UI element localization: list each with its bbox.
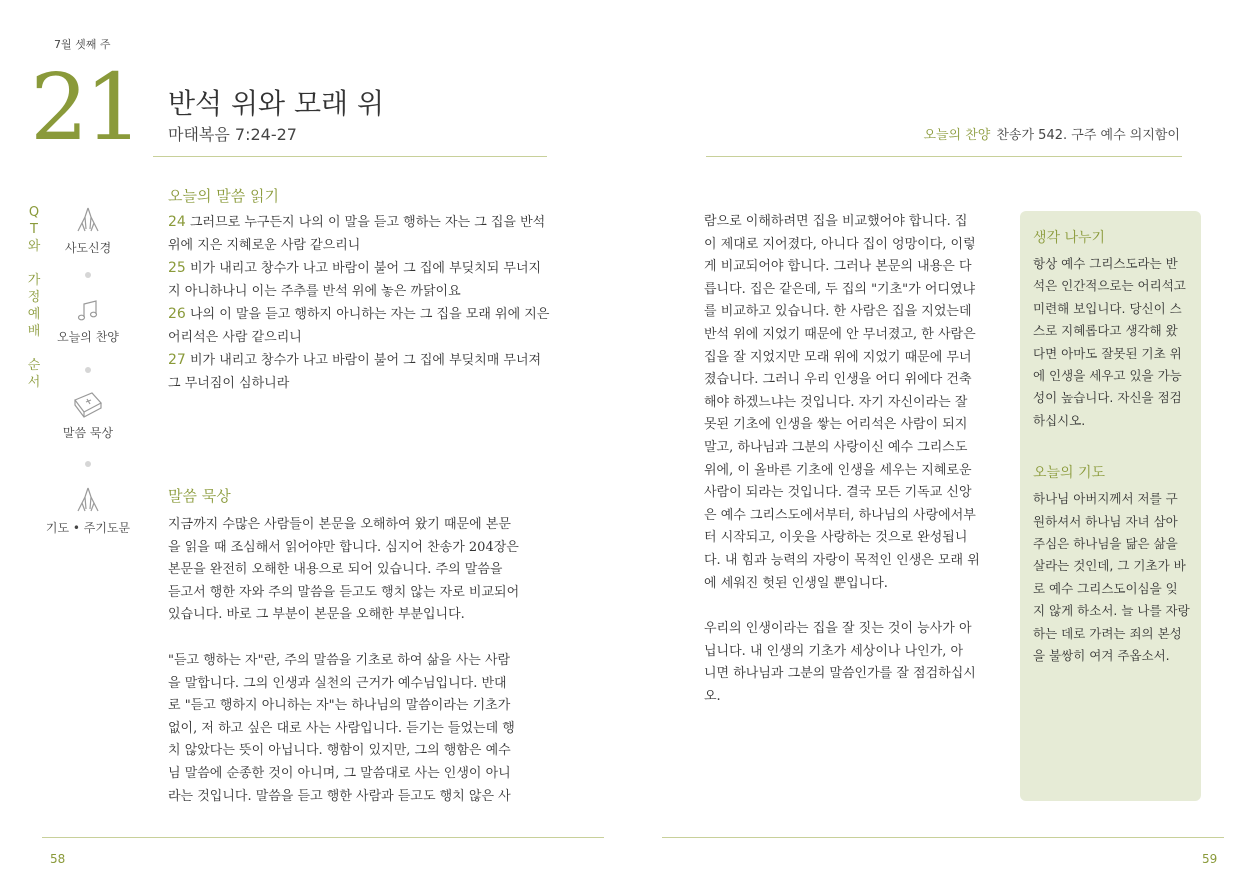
nav-separator-dot	[85, 461, 91, 467]
page-number-left: 58	[50, 852, 66, 866]
text-line: 을 읽을 때 조심해서 읽어야만 합니다. 심지어 찬송가 204장은	[168, 539, 519, 555]
prayer-text	[1033, 488, 1191, 667]
verse-number: 26	[168, 306, 186, 322]
nav-separator-dot	[85, 272, 91, 278]
text-line: 람으로 이해하려면 집을 비교했어야 합니다. 집	[704, 214, 968, 229]
sidebar-item-label: 사도신경	[64, 241, 112, 255]
text-line: 릅니다. 집은 같은데, 두 집의 "기초"가 어디였냐	[704, 281, 976, 297]
text-line: 위에, 이 올바른 기초에 인생을 세우는 지혜로운	[704, 462, 972, 478]
text-line: 지금까지 수많은 사람들이 본문을 오해하여 왔기 때문에 본문	[168, 517, 511, 532]
text-line: 하십시오.	[1033, 412, 1086, 428]
text-line: 게 비교되어야 합니다. 그러나 본문의 내용은 다	[704, 259, 972, 275]
text-line: 오.	[704, 688, 721, 704]
text-line: 석은 인간적으로는 어리석고	[1033, 278, 1186, 294]
text-line: 사람이 되라는 것입니다. 결국 모든 기독교 신앙	[704, 485, 972, 501]
meditation-heading: 말씀 묵상	[168, 487, 231, 505]
text-line: 집을 잘 지었지만 모래 위에 지었기 때문에 무너	[704, 349, 972, 365]
vertical-order-label: Q T 와 가 정 예 배 순 서	[27, 205, 41, 390]
sidebar-item-prayer[interactable]	[38, 485, 138, 536]
footer-divider-right	[662, 837, 1224, 838]
praying-hands-icon	[73, 205, 103, 235]
prayer-heading: 오늘의 기도	[1033, 465, 1106, 482]
text-line: 말고, 하나님과 그분의 사랑이신 예수 그리스도	[704, 439, 968, 455]
text-line: 다면 아마도 잘못된 기초 위	[1033, 345, 1182, 361]
text-line: 이 제대로 지어졌다, 아니다 집이 엉망이다, 이렇	[704, 236, 976, 252]
share-text	[1033, 253, 1191, 432]
sidebar-item-hymn[interactable]	[38, 298, 138, 345]
text-line: 살라는 것인데, 그 기초가 바	[1033, 558, 1186, 574]
text-line: 스로 지혜롭다고 생각해 왔	[1033, 323, 1178, 339]
verse-text: 비가 내리고 창수가 나고 바람이 불어 그 집에 부딪치되 무너지지 아니하나니 이는 주추를 반석 위에 놓은 까닭이요	[168, 261, 542, 299]
text-line: 없이, 저 하고 싶은 대로 사는 사람입니다. 듣기는 들었는데 행	[168, 720, 515, 736]
text-line: 은 예수 그리스도에서부터, 하나님의 사랑에서부	[704, 507, 976, 523]
verse	[168, 211, 553, 257]
text-line: 하나님 아버지께서 저를 구	[1033, 491, 1178, 507]
reading-heading: 오늘의 말씀 읽기	[168, 187, 279, 205]
text-line: 주심은 하나님을 닮은 삶을	[1033, 536, 1178, 552]
page-number-right: 59	[1202, 852, 1218, 866]
sidebar-item-label: 말씀 묵상	[62, 426, 114, 440]
sidebar-item-label: 오늘의 찬양	[57, 330, 119, 344]
verse	[168, 303, 553, 349]
text-line: 로 "듣고 행하지 아니하는 자"는 하나님의 말씀이라는 기초가	[168, 698, 511, 714]
meditation-paragraph-2	[168, 650, 515, 808]
text-line: 미련해 보입니다. 당신이 스	[1033, 300, 1182, 316]
text-line: 있습니다. 바로 그 부분이 본문을 오해한 부분입니다.	[168, 607, 465, 623]
text-line: 해야 하겠느냐는 것입니다. 자기 자신이라는 잘	[704, 394, 968, 410]
text-line: 졌습니다. 그러니 우리 인생을 어디 위에다 건축	[704, 372, 972, 388]
footer-divider-left	[42, 837, 604, 838]
verse	[168, 257, 553, 303]
scripture-reference: 마태복음 7:24-27	[168, 125, 297, 144]
text-line: 치 않았다는 뜻이 아닙니다. 행함이 있지만, 그의 행함은 예수	[168, 743, 511, 759]
sidebar-item-label: 기도 • 주기도문	[45, 521, 131, 535]
verse-text: 비가 내리고 창수가 나고 바람이 불어 그 집에 부딪치매 무너져 그 무너짐이 심하니라	[168, 353, 542, 391]
text-line: 못된 기초에 인생을 쌓는 어리석은 사람이 되지	[704, 417, 968, 433]
nav-separator-dot	[85, 367, 91, 373]
meditation-paragraph-4	[704, 618, 976, 708]
share-heading: 생각 나누기	[1033, 230, 1106, 246]
verse-text: 나의 이 말을 듣고 행하지 아니하는 자는 그 집을 모래 위에 지은 어리석은 사람 같으리니	[168, 307, 550, 345]
text-line: 에 인생을 세우고 있을 가능	[1033, 368, 1182, 384]
verse-number: 24	[168, 214, 186, 230]
text-line: 니면 하나님과 그분의 말씀인가를 잘 점검하십시	[704, 666, 976, 682]
todays-hymn	[923, 124, 1180, 143]
meditation-paragraph-3	[704, 211, 980, 595]
bible-icon	[72, 390, 104, 420]
week-label: 7월 셋째 주	[54, 38, 111, 51]
hymn-label: 오늘의 찬양	[923, 128, 991, 143]
text-line: 다. 내 힘과 능력의 자랑이 목적인 인생은 모래 위	[704, 552, 980, 568]
text-line: 반석 위에 지었기 때문에 안 무너졌고, 한 사람은	[704, 326, 976, 342]
meditation-paragraph-1	[168, 514, 519, 627]
text-line: 지 않게 하소서. 늘 나를 자랑	[1033, 603, 1190, 619]
text-line: 를 비교하고 있습니다. 한 사람은 집을 지었는데	[704, 304, 972, 320]
text-line: 터 시작되고, 이웃을 사랑하는 것으로 완성됩니	[704, 530, 968, 546]
day-number: 21	[30, 54, 140, 161]
page-title: 반석 위와 모래 위	[168, 87, 385, 120]
text-line: 원하셔서 하나님 자녀 삼아	[1033, 513, 1178, 529]
text-line: 본문을 완전히 오해한 내용으로 되어 있습니다. 주의 말씀을	[168, 562, 503, 578]
text-line: 에 세워진 헛된 인생일 뿐입니다.	[704, 575, 888, 591]
text-line: "듣고 행하는 자"란, 주의 말씀을 기초로 하여 삶을 사는 사람	[168, 653, 511, 668]
text-line: 라는 것입니다. 말씀을 듣고 행한 사람과 듣고도 행치 않은 사	[168, 788, 511, 804]
text-line: 성이 높습니다. 자신을 점검	[1033, 390, 1182, 406]
text-line: 님 말씀에 순종한 것이 아니며, 그 말씀대로 사는 인생이 아니	[168, 765, 511, 781]
header-divider-left	[153, 156, 547, 157]
sidebar-item-creed[interactable]	[38, 205, 138, 256]
header-divider-right	[706, 156, 1182, 157]
text-line: 듣고서 행한 자와 주의 말씀을 듣고도 행치 않는 자로 비교되어	[168, 584, 520, 600]
text-line: 닙니다. 내 인생의 기초가 세상이나 나인가, 아	[704, 643, 964, 659]
verse-text: 그러므로 누구든지 나의 이 말을 듣고 행하는 자는 그 집을 반석 위에 지은 지혜로운 사람 같으리니	[168, 215, 546, 253]
sharing-prayer-box	[1020, 211, 1201, 801]
verse-number: 25	[168, 260, 186, 276]
verse	[168, 349, 553, 395]
praying-hands-icon	[73, 485, 103, 515]
text-line: 을 말합니다. 그의 인생과 실천의 근거가 예수님입니다. 반대	[168, 675, 507, 691]
hymn-text: 찬송가 542. 구주 예수 의지함이	[996, 128, 1180, 143]
music-note-icon	[75, 298, 101, 324]
sidebar-item-meditation[interactable]	[38, 390, 138, 441]
verse-number: 27	[168, 352, 186, 368]
text-line: 항상 예수 그리스도라는 반	[1033, 256, 1178, 271]
text-line: 을 불쌍히 여겨 주옵소서.	[1033, 648, 1170, 664]
text-line: 로 예수 그리스도이심을 잊	[1033, 580, 1178, 596]
text-line: 하는 데로 가려는 죄의 본성	[1033, 625, 1182, 641]
text-line: 우리의 인생이라는 집을 잘 짓는 것이 능사가 아	[704, 621, 972, 636]
scripture-verses	[168, 211, 553, 395]
